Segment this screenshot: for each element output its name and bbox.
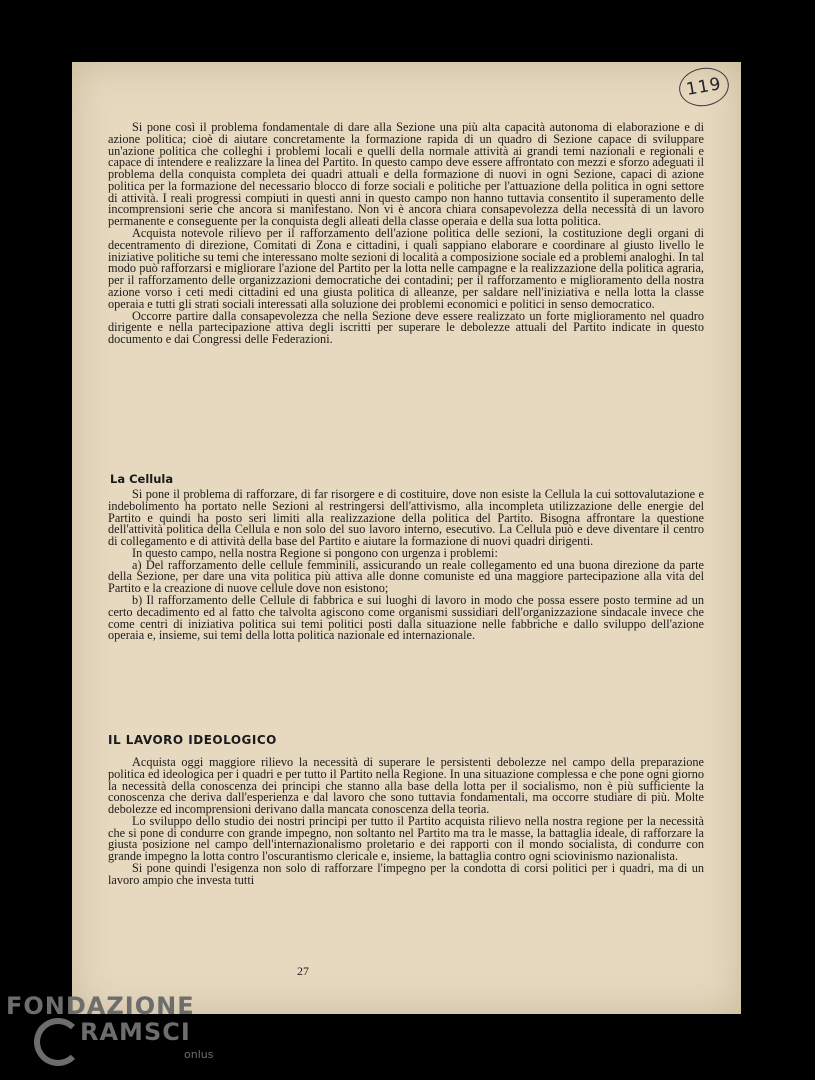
section-intro-text: [108, 122, 704, 346]
section-lavoro-text: [108, 757, 704, 887]
paragraph: Acquista oggi maggiore rilievo la necessità di superare le persistenti debolezze nel campo della preparazione politica ed ideologica per i quadri e per tutto il Partito nella Regione. In una situazione complessa e che pone ogni giorno la necessità della conoscenza dei principi che stanno alla base della lotta per il socialismo, non è più sufficiente la conoscenza che deriva dall'esperienza e dal lavoro che sono tuttavia fondamentali, ma occorre studiare di più. Molte debolezze ed incomprensioni derivano dalla mancata conoscenza della teoria.: [108, 755, 704, 817]
paragraph: Si pone il problema di rafforzare, di far risorgere e di costituire, dove non esiste la Cellula la cui sottovalutazione e indebolimento ha portato nelle Sezioni al restringersi dell'attivismo, alla incompleta utilizzazione delle energie del Partito e quindi ha posto seri limiti alla realizzazione della politica del Partito. Bisogna affrontare la questione dell'attività politica della Cellula e non solo del suo lavoro interno, esecutivo. La Cellula può e deve diventare il centro di collegamento e di attività della base del Partito e aiutare la formazione di nuovi quadri dirigenti.: [108, 487, 704, 549]
paragraph: b) Il rafforzamento delle Cellule di fabbrica e sui luoghi di lavoro in modo che possa essere posto termine ad un certo decadimento ed al fatto che talvolta agiscono come organismi sussidiari dell'organizzazione sindacale invece che come centri di iniziativa politica sui temi politici posti dalla situazione nelle fabbriche e dallo sviluppo dell'azione operaia e, insieme, sui temi della lotta politica nazionale ed internazionale.: [108, 593, 704, 643]
paragraph: In questo campo, nella nostra Regione si pongono con urgenza i problemi:: [132, 545, 498, 560]
paragraph: Si pone così il problema fondamentale di dare alla Sezione una più alta capacità autonoma di elaborazione e di azione politica; cioè di aiutare concretamente la formazione rapida di un quadro di Sezione capace di sviluppare un'azione politica che colleghi i problemi locali e quelli della normale attività ai grandi temi nazionali e regionali e capace di intendere e realizzare la linea del Partito. In questo campo deve essere affrontato con mezzi e sforzo adeguati il problema della conquista completa dei quadri attuali e della formazione di nuovi in ogni Sezione, capaci di azione politica per la formazione del necessario blocco di forze sociali e politiche per l'attuazione della politica in ogni settore di attività. I reali progressi compiuti in questi anni in questo campo non hanno tuttavia consentito il superamento delle incomprensioni serie che ancora si manifestano. Non vi è ancora chiara consapevolezza della necessità di un lavoro permanente e conseguente per la conquista degli alleati della classe operaia e della sua lotta politica.: [108, 120, 704, 229]
paragraph: a) Del rafforzamento delle cellule femminili, assicurando un reale collegamento ed una buona direzione da parte della Sezione, per dare una vita politica più attiva alle donne comuniste ed una maggiore partecipazione alla vita del Partito e la creazione di nuove cellule dove non esistono;: [108, 557, 704, 596]
paragraph: Lo sviluppo dello studio dei nostri principi per tutto il Partito acquista rilievo nella nostra regione per la necessità che si pone di condurre con grande impegno, non soltanto nel Partito ma tra le masse, la battaglia ideale, di rafforzare la giusta posizione nel campo dell'internazionalismo proletario e dei rapporti con il mondo socialista, di condurre con grande impegno la lotta contro l'oscurantismo clericale e, insieme, la battaglia contro ogni sciovinismo nazionalista.: [108, 813, 704, 864]
logo-g-icon: [34, 1018, 82, 1066]
section-heading-la-cellula: La Cellula: [110, 472, 174, 486]
paragraph: Si pone quindi l'esigenza non solo di rafforzare l'impegno per la condotta di corsi politici per i quadri, ma di un lavoro ampio che investa tutti: [108, 861, 704, 887]
handwritten-page-number: 119: [676, 64, 732, 110]
section-cellula-text: [108, 489, 704, 642]
fondazione-gramsci-logo: [6, 990, 266, 1080]
section-heading-lavoro-ideologico: IL LAVORO IDEOLOGICO: [108, 733, 277, 747]
logo-subtext: onlus: [184, 1048, 214, 1061]
page-number: 27: [297, 964, 309, 978]
logo-text-top: FONDAZIONE: [6, 992, 195, 1020]
logo-text-bottom: RAMSCI: [80, 1018, 191, 1046]
paragraph: Acquista notevole rilievo per il rafforzamento dell'azione politica delle sezioni, la costituzione degli organi di decentramento di direzione, Comitati di Zona e cittadini, i quali sappiano elaborare e coordinare al giusto livello le iniziative politiche su temi che interessano molte sezioni di località a composizione sociale ed a problemi analoghi. In tal modo può rafforzarsi e migliorare l'azione del Partito per la lotta nelle campagne e la realizzazione della politica agraria, per il rafforzamento delle organizzazioni democratiche dei contadini; per il rafforzamento e miglioramento della nostra azione vorso i ceti medi cittadini ed una giusta politica di alleanze, per saldare nell'iniziativa e nella lotta la classe operaia e tutti gli strati sociali interessati alla soluzione dei problemi economici e politici in senso democratico.: [108, 226, 704, 311]
paragraph: Occorre partire dalla consapevolezza che nella Sezione deve essere realizzato un forte miglioramento nel quadro dirigente e nella partecipazione attiva degli iscritti per superare le debolezze attuali del Partito indicate in questo documento e dai Congressi delle Federazioni.: [108, 308, 704, 347]
